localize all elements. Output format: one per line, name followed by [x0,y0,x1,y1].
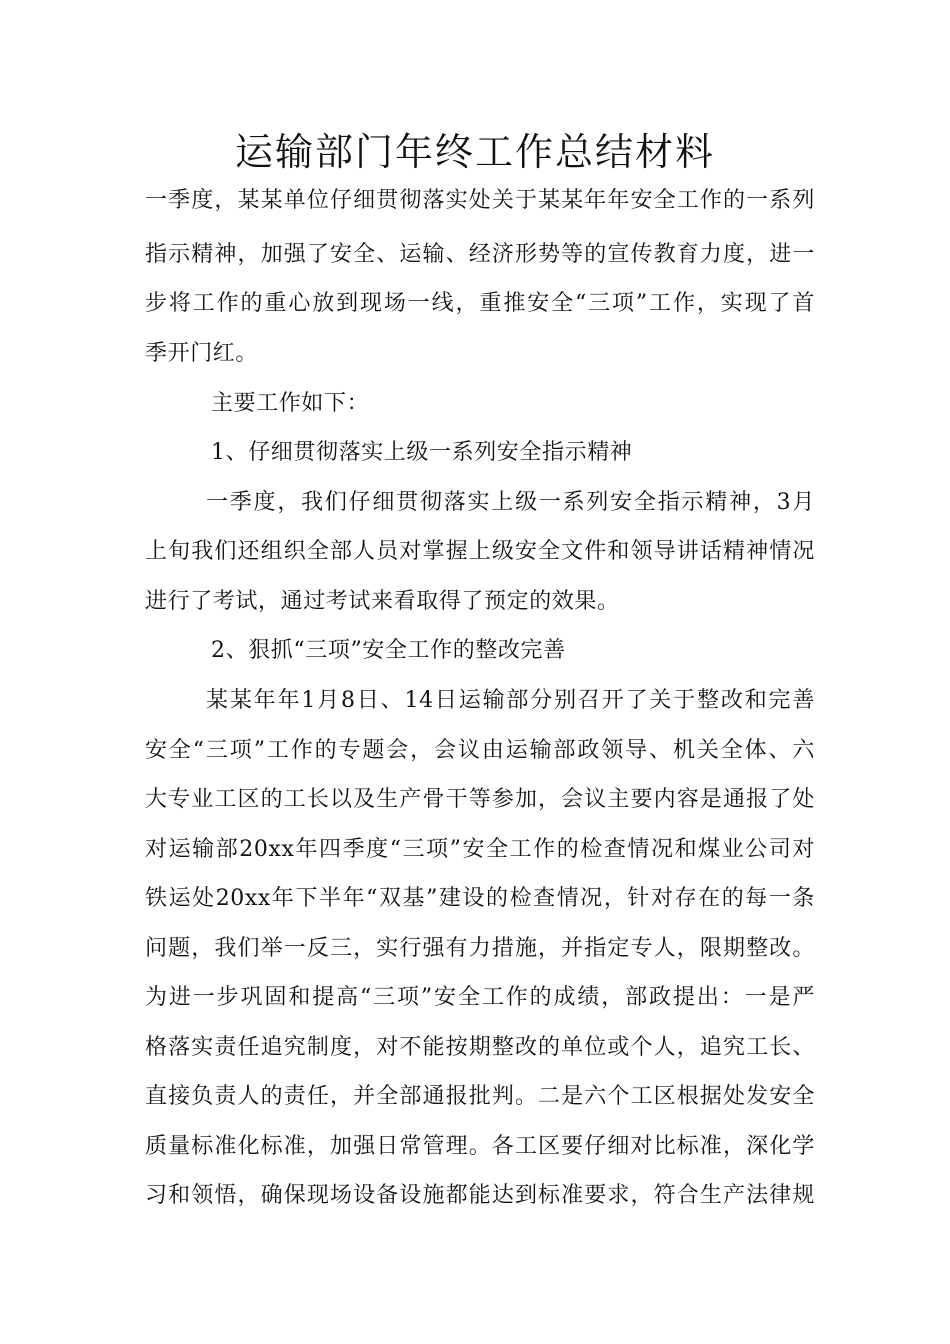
paragraph-line: 一季度，某某单位仔细贯彻落实处关于某某年年安全工作的一系列 [145,188,815,213]
section-intro: 主要工作如下： [211,391,370,416]
paragraph-line: 大专业工区的工长以及生产骨干等参加，会议主要内容是通报了处 [145,787,815,812]
paragraph-line: 直接负责人的责任，并全部通报批判。二是六个工区根据处发安全 [145,1084,815,1109]
paragraph-line: 进行了考试，通过考试来看取得了预定的效果。 [145,589,620,614]
paragraph-line: 某某年年1月8日、14日运输部分别召开了关于整改和完善 [206,688,815,713]
paragraph-line: 对运输部20xx年四季度“三项”安全工作的检查情况和煤业公司对 [145,837,815,862]
document-title: 运输部门年终工作总结材料 [234,130,715,174]
paragraph-line: 步将工作的重心放到现场一线，重推安全“三项”工作，实现了首 [145,291,815,316]
paragraph-line: 安全“三项”工作的专题会，会议由运输部政领导、机关全体、六 [145,738,815,763]
paragraph-line: 问题，我们举一反三，实行强有力措施，并指定专人，限期整改。 [145,936,815,961]
paragraph-line: 上旬我们还组织全部人员对掌握上级安全文件和领导讲话精神情况 [145,539,815,564]
paragraph-line: 铁运处20xx年下半年“双基”建设的检查情况，针对存在的每一条 [145,886,815,911]
paragraph-line: 格落实责任追究制度，对不能按期整改的单位或个人，追究工长、 [145,1035,815,1060]
section-heading-1: 1、仔细贯彻落实上级一系列安全指示精神 [211,440,633,465]
paragraph-line: 为进一步巩固和提高“三项”安全工作的成绩，部政提出：一是严 [145,985,815,1010]
paragraph-line: 习和领悟，确保现场设备设施都能达到标准要求，符合生产法律规 [145,1183,815,1208]
paragraph-line: 一季度，我们仔细贯彻落实上级一系列安全指示精神，3月 [206,490,815,515]
paragraph-line: 质量标准化标准，加强日常管理。各工区要仔细对比标准，深化学 [145,1134,815,1159]
paragraph-line: 指示精神，加强了安全、运输、经济形势等的宣传教育力度，进一 [145,242,815,267]
paragraph-line: 季开门红。 [145,341,259,366]
section-heading-2: 2、狠抓“三项”安全工作的整改完善 [211,638,566,663]
